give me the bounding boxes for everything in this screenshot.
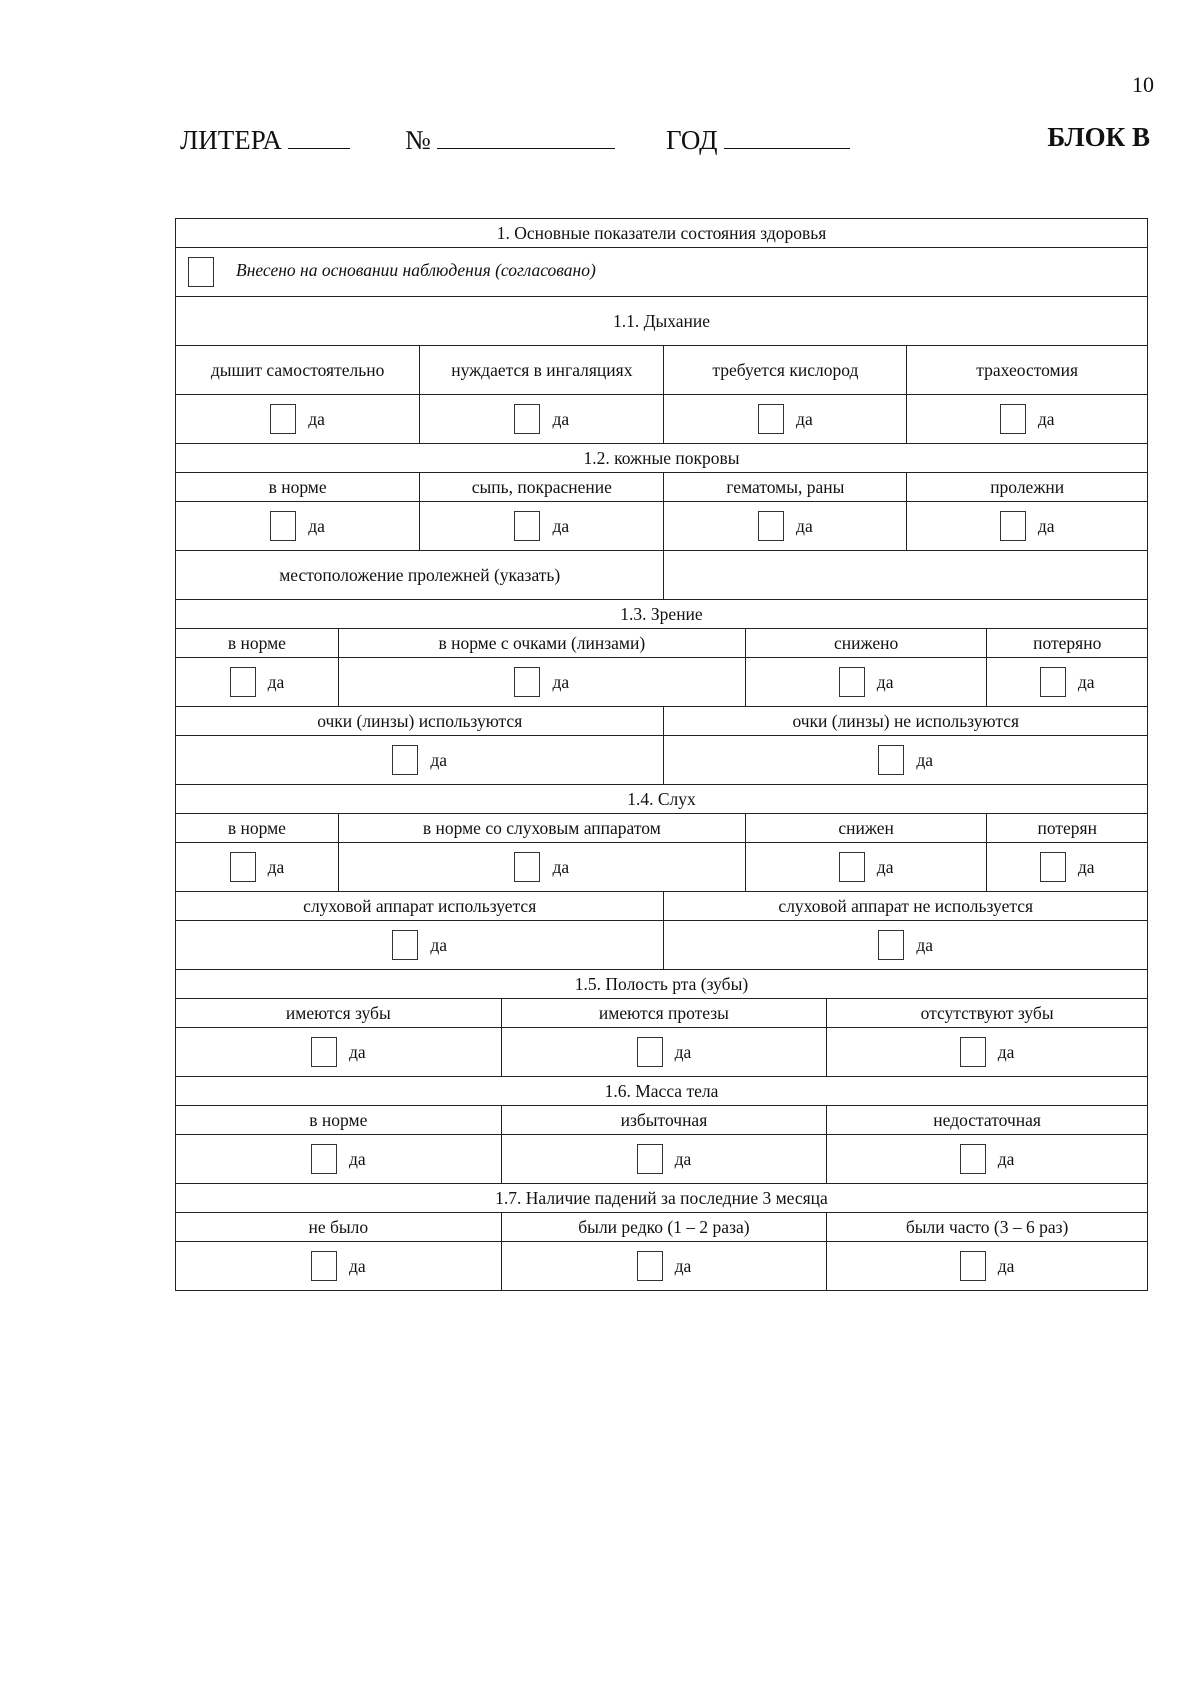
hearing-aid-not-used-checkbox[interactable] <box>878 930 904 960</box>
yes-label: да <box>997 1149 1015 1169</box>
vision-glasses-header: в норме с очками (линзами) <box>338 629 745 658</box>
yes-label: да <box>552 672 570 692</box>
vision-normal-header: в норме <box>176 629 339 658</box>
vision-lost-cell <box>987 658 1148 707</box>
breathing-inhalation-cell <box>420 395 664 444</box>
section-falls-title: 1.7. Наличие падений за последние 3 месяца <box>176 1184 1148 1213</box>
skin-normal-header: в норме <box>176 473 420 502</box>
litera-field <box>180 122 350 156</box>
skin-bedsores-header: пролежни <box>907 473 1148 502</box>
skin-hematoma-checkbox[interactable] <box>758 511 784 541</box>
yes-label: да <box>308 516 325 536</box>
number-field <box>405 122 615 156</box>
block-label: БЛОК В <box>1047 122 1150 152</box>
falls-frequent-cell <box>827 1242 1148 1291</box>
year-label: ГОД <box>666 125 718 155</box>
yes-label: да <box>674 1149 692 1169</box>
hearing-aid-used-cell <box>176 921 664 970</box>
bedsores-location-label: местоположение пролежней (указать) <box>176 551 664 600</box>
hearing-aid-header: в норме со слуховым аппаратом <box>338 814 745 843</box>
hearing-normal-checkbox[interactable] <box>230 852 256 882</box>
section-oral-title: 1.5. Полость рта (зубы) <box>176 970 1148 999</box>
yes-label: да <box>308 409 325 429</box>
section-breathing-title: 1.1. Дыхание <box>176 297 1148 346</box>
form-header <box>180 122 1150 162</box>
skin-hematoma-cell <box>664 502 907 551</box>
dentures-checkbox[interactable] <box>637 1037 663 1067</box>
hearing-aid-checkbox[interactable] <box>514 852 540 882</box>
section-skin-title: 1.2. кожные покровы <box>176 444 1148 473</box>
weight-insufficient-cell <box>827 1135 1148 1184</box>
vision-lost-checkbox[interactable] <box>1040 667 1066 697</box>
hearing-aid-cell <box>338 843 745 892</box>
hearing-reduced-cell <box>745 843 987 892</box>
breathing-tracheostomy-header: трахеостомия <box>907 346 1148 395</box>
table-title: 1. Основные показатели состояния здоровья <box>176 219 1148 248</box>
breathing-tracheostomy-cell <box>907 395 1148 444</box>
yes-label: да <box>267 857 285 877</box>
weight-normal-header: в норме <box>176 1106 502 1135</box>
yes-label: да <box>348 1256 366 1276</box>
falls-rare-header: были редко (1 – 2 раза) <box>501 1213 827 1242</box>
vision-reduced-checkbox[interactable] <box>839 667 865 697</box>
breathing-inhalation-checkbox[interactable] <box>514 404 540 434</box>
observed-checkbox[interactable] <box>188 257 214 287</box>
yes-label: да <box>1037 516 1055 536</box>
hearing-aid-used-checkbox[interactable] <box>392 930 418 960</box>
glasses-used-checkbox[interactable] <box>392 745 418 775</box>
hearing-reduced-header: снижен <box>745 814 987 843</box>
section-hearing-title: 1.4. Слух <box>176 785 1148 814</box>
health-indicators-table <box>175 218 1148 1291</box>
yes-label: да <box>876 857 894 877</box>
year-blank[interactable] <box>724 122 850 149</box>
vision-normal-checkbox[interactable] <box>230 667 256 697</box>
yes-label: да <box>1077 857 1095 877</box>
hearing-lost-checkbox[interactable] <box>1040 852 1066 882</box>
glasses-not-used-checkbox[interactable] <box>878 745 904 775</box>
glasses-used-cell <box>176 736 664 785</box>
yes-label: да <box>430 750 448 770</box>
weight-normal-cell <box>176 1135 502 1184</box>
teeth-absent-cell <box>827 1028 1148 1077</box>
hearing-aid-not-used-cell <box>664 921 1148 970</box>
yes-label: да <box>674 1256 692 1276</box>
hearing-lost-header: потерян <box>987 814 1148 843</box>
teeth-absent-checkbox[interactable] <box>960 1037 986 1067</box>
yes-label: да <box>674 1042 692 1062</box>
yes-label: да <box>267 672 285 692</box>
glasses-used-header: очки (линзы) используются <box>176 707 664 736</box>
teeth-present-checkbox[interactable] <box>311 1037 337 1067</box>
yes-label: да <box>876 672 894 692</box>
litera-blank[interactable] <box>288 122 350 149</box>
hearing-aid-not-used-header: слуховой аппарат не используется <box>664 892 1148 921</box>
weight-excess-checkbox[interactable] <box>637 1144 663 1174</box>
falls-none-checkbox[interactable] <box>311 1251 337 1281</box>
vision-glasses-cell <box>338 658 745 707</box>
weight-excess-header: избыточная <box>501 1106 827 1135</box>
page-number: 10 <box>1132 72 1154 97</box>
dentures-cell <box>501 1028 827 1077</box>
skin-hematoma-header: гематомы, раны <box>664 473 907 502</box>
skin-bedsores-checkbox[interactable] <box>1000 511 1026 541</box>
yes-label: да <box>916 750 934 770</box>
hearing-normal-header: в норме <box>176 814 339 843</box>
skin-rash-checkbox[interactable] <box>514 511 540 541</box>
falls-rare-cell <box>501 1242 827 1291</box>
weight-insufficient-header: недостаточная <box>827 1106 1148 1135</box>
breathing-tracheostomy-checkbox[interactable] <box>1000 404 1026 434</box>
vision-reduced-cell <box>745 658 987 707</box>
yes-label: да <box>916 935 934 955</box>
skin-bedsores-cell <box>907 502 1148 551</box>
teeth-present-cell <box>176 1028 502 1077</box>
yes-label: да <box>796 409 813 429</box>
yes-label: да <box>348 1042 366 1062</box>
falls-rare-checkbox[interactable] <box>637 1251 663 1281</box>
weight-excess-cell <box>501 1135 827 1184</box>
hearing-aid-used-header: слуховой аппарат используется <box>176 892 664 921</box>
breathing-inhalation-header: нуждается в ингаляциях <box>420 346 664 395</box>
number-label: № <box>405 125 431 155</box>
section-vision-title: 1.3. Зрение <box>176 600 1148 629</box>
number-blank[interactable] <box>437 122 615 149</box>
skin-normal-checkbox[interactable] <box>270 511 296 541</box>
breathing-independent-checkbox[interactable] <box>270 404 296 434</box>
breathing-independent-cell <box>176 395 420 444</box>
yes-label: да <box>348 1149 366 1169</box>
observed-note: Внесено на основании наблюдения (согласовано) <box>236 260 596 281</box>
skin-normal-cell <box>176 502 420 551</box>
dentures-header: имеются протезы <box>501 999 827 1028</box>
falls-none-header: не было <box>176 1213 502 1242</box>
weight-insufficient-checkbox[interactable] <box>960 1144 986 1174</box>
vision-glasses-checkbox[interactable] <box>514 667 540 697</box>
hearing-lost-cell <box>987 843 1148 892</box>
yes-label: да <box>552 409 570 429</box>
teeth-absent-header: отсутствуют зубы <box>827 999 1148 1028</box>
yes-label: да <box>796 516 813 536</box>
glasses-not-used-header: очки (линзы) не используются <box>664 707 1148 736</box>
bedsores-location-input[interactable] <box>664 551 1148 600</box>
hearing-normal-cell <box>176 843 339 892</box>
yes-label: да <box>1077 672 1095 692</box>
breathing-oxygen-checkbox[interactable] <box>758 404 784 434</box>
year-field <box>666 122 850 156</box>
section-weight-title: 1.6. Масса тела <box>176 1077 1148 1106</box>
yes-label: да <box>552 857 570 877</box>
yes-label: да <box>997 1042 1015 1062</box>
breathing-oxygen-header: требуется кислород <box>664 346 907 395</box>
litera-label: ЛИТЕРА <box>180 125 282 155</box>
yes-label: да <box>552 516 570 536</box>
hearing-reduced-checkbox[interactable] <box>839 852 865 882</box>
teeth-present-header: имеются зубы <box>176 999 502 1028</box>
vision-normal-cell <box>176 658 339 707</box>
yes-label: да <box>1037 409 1055 429</box>
observed-row <box>176 248 1148 297</box>
falls-frequent-checkbox[interactable] <box>960 1251 986 1281</box>
falls-frequent-header: были часто (3 – 6 раз) <box>827 1213 1148 1242</box>
breathing-oxygen-cell <box>664 395 907 444</box>
yes-label: да <box>997 1256 1015 1276</box>
skin-rash-cell <box>420 502 664 551</box>
vision-reduced-header: снижено <box>745 629 987 658</box>
skin-rash-header: сыпь, покраснение <box>420 473 664 502</box>
weight-normal-checkbox[interactable] <box>311 1144 337 1174</box>
breathing-independent-header: дышит самостоятельно <box>176 346 420 395</box>
falls-none-cell <box>176 1242 502 1291</box>
vision-lost-header: потеряно <box>987 629 1148 658</box>
yes-label: да <box>430 935 448 955</box>
glasses-not-used-cell <box>664 736 1148 785</box>
